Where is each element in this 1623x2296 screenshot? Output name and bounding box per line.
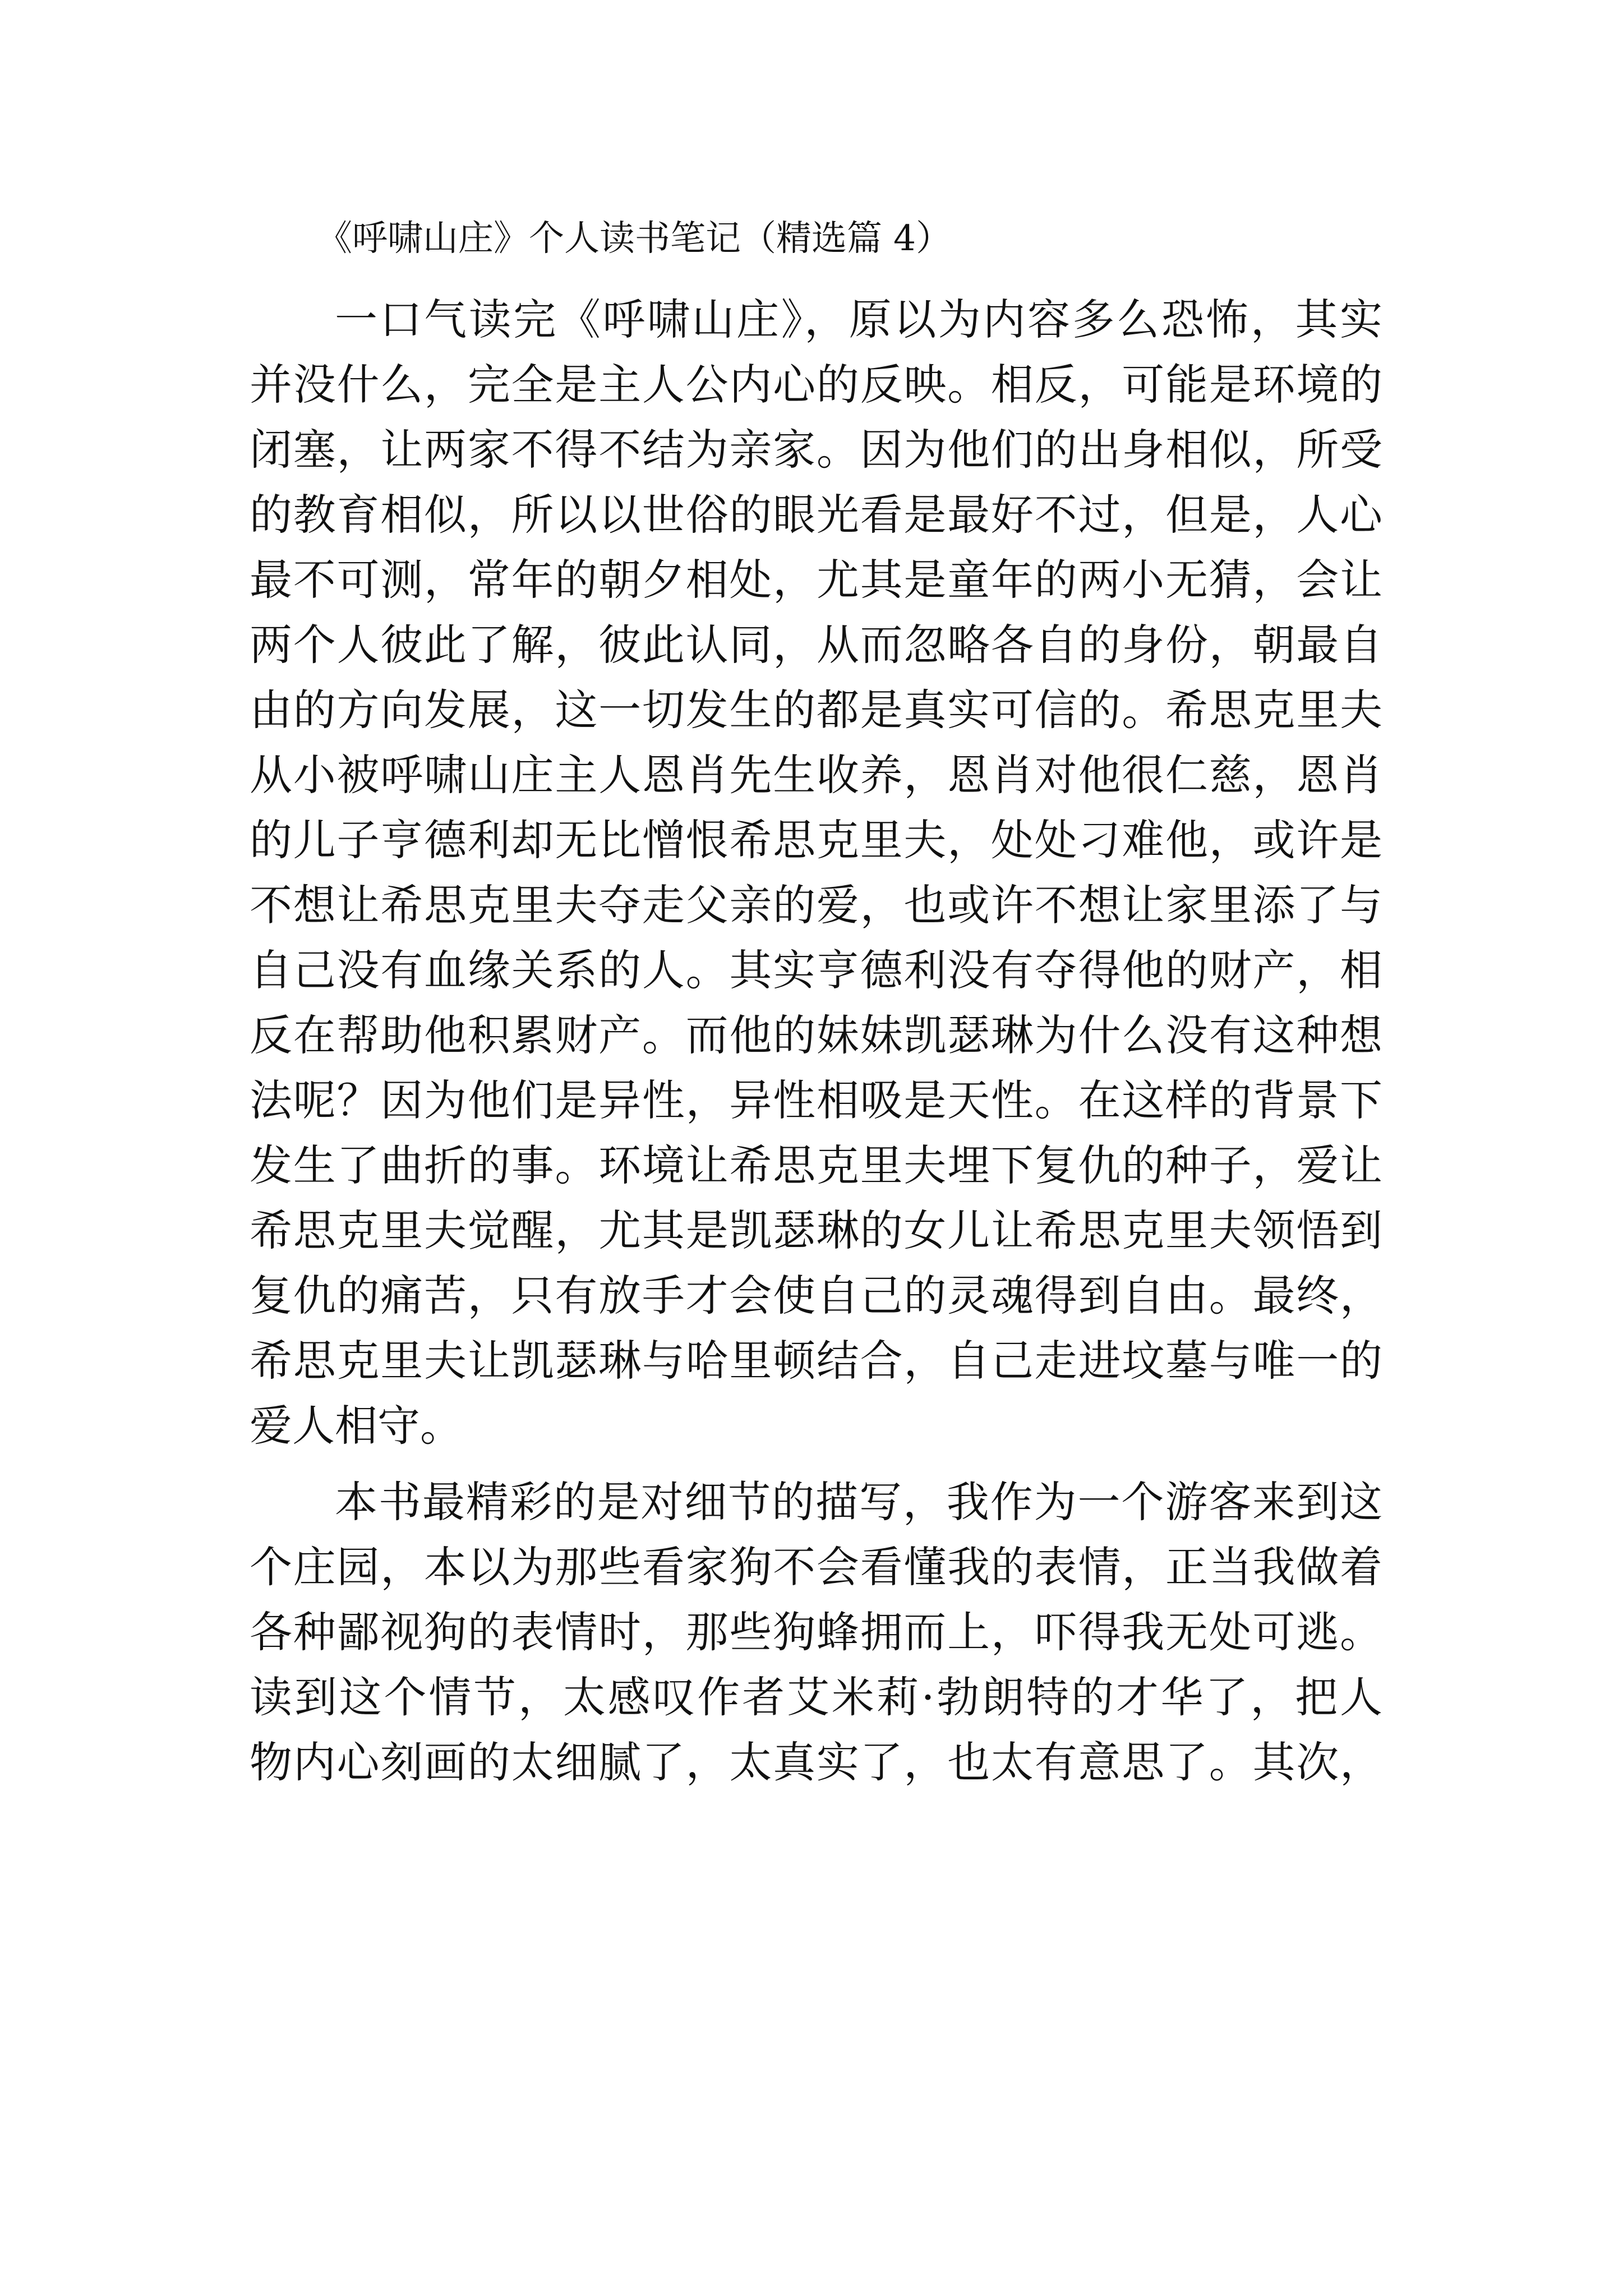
paragraph-1-line-10: 不想让希思克里夫夺走父亲的爱，也或许不想让家里添了与 bbox=[250, 880, 1382, 930]
paragraph-2-line-5: 物内心刻画的太细腻了，太真实了，也太有意思了。其次， bbox=[250, 1737, 1382, 1787]
paragraph-1-line-12: 反在帮助他积累财产。而他的妹妹凯瑟琳为什么没有这种想 bbox=[250, 1010, 1382, 1060]
paragraph-1-line-1: 一口气读完《呼啸山庄》，原以为内容多么恐怖，其实 bbox=[335, 295, 1382, 344]
paragraph-1-line-6: 两个人彼此了解，彼此认同，从而忽略各自的身份，朝最自 bbox=[250, 620, 1382, 670]
paragraph-1-line-14: 发生了曲折的事。环境让希思克里夫埋下复仇的种子，爱让 bbox=[250, 1140, 1382, 1190]
paragraph-1-line-16: 复仇的痛苦，只有放手才会使自己的灵魂得到自由。最终， bbox=[250, 1271, 1382, 1320]
paragraph-2-line-2: 个庄园，本以为那些看家狗不会看懂我的表情，正当我做着 bbox=[250, 1542, 1382, 1592]
paragraph-1-line-2: 并没什么，完全是主人公内心的反映。相反，可能是环境的 bbox=[250, 360, 1382, 409]
paragraph-2-line-1: 本书最精彩的是对细节的描写，我作为一个游客来到这 bbox=[335, 1477, 1382, 1527]
paragraph-1-line-8: 从小被呼啸山庄主人恩肖先生收养，恩肖对他很仁慈，恩肖 bbox=[250, 750, 1382, 800]
paragraph-1-line-7: 由的方向发展，这一切发生的都是真实可信的。希思克里夫 bbox=[250, 685, 1382, 735]
paragraph-2-line-3: 各种鄙视狗的表情时，那些狗蜂拥而上，吓得我无处可逃。 bbox=[250, 1607, 1382, 1657]
paragraph-1-line-13: 法呢？因为他们是异性，异性相吸是天性。在这样的背景下 bbox=[250, 1075, 1382, 1125]
paragraph-1-line-15: 希思克里夫觉醒，尤其是凯瑟琳的女儿让希思克里夫领悟到 bbox=[250, 1205, 1382, 1255]
paragraph-1-line-18: 爱人相守。 bbox=[250, 1401, 463, 1451]
paragraph-2-line-4: 读到这个情节，太感叹作者艾米莉·勃朗特的才华了，把人 bbox=[250, 1672, 1382, 1722]
document-title: 《呼啸山庄》个人读书笔记（精选篇 4） bbox=[317, 218, 952, 259]
paragraph-1-line-4: 的教育相似，所以以世俗的眼光看是最好不过，但是，人心 bbox=[250, 490, 1382, 540]
paragraph-1-line-5: 最不可测，常年的朝夕相处，尤其是童年的两小无猜，会让 bbox=[250, 555, 1382, 605]
paragraph-1-line-17: 希思克里夫让凯瑟琳与哈里顿结合，自己走进坟墓与唯一的 bbox=[250, 1336, 1382, 1386]
paragraph-1-line-3: 闭塞，让两家不得不结为亲家。因为他们的出身相似，所受 bbox=[250, 425, 1382, 475]
paragraph-1-line-11: 自己没有血缘关系的人。其实亨德利没有夺得他的财产，相 bbox=[250, 945, 1382, 995]
paragraph-1-line-9: 的儿子亨德利却无比憎恨希思克里夫，处处刁难他，或许是 bbox=[250, 815, 1382, 865]
